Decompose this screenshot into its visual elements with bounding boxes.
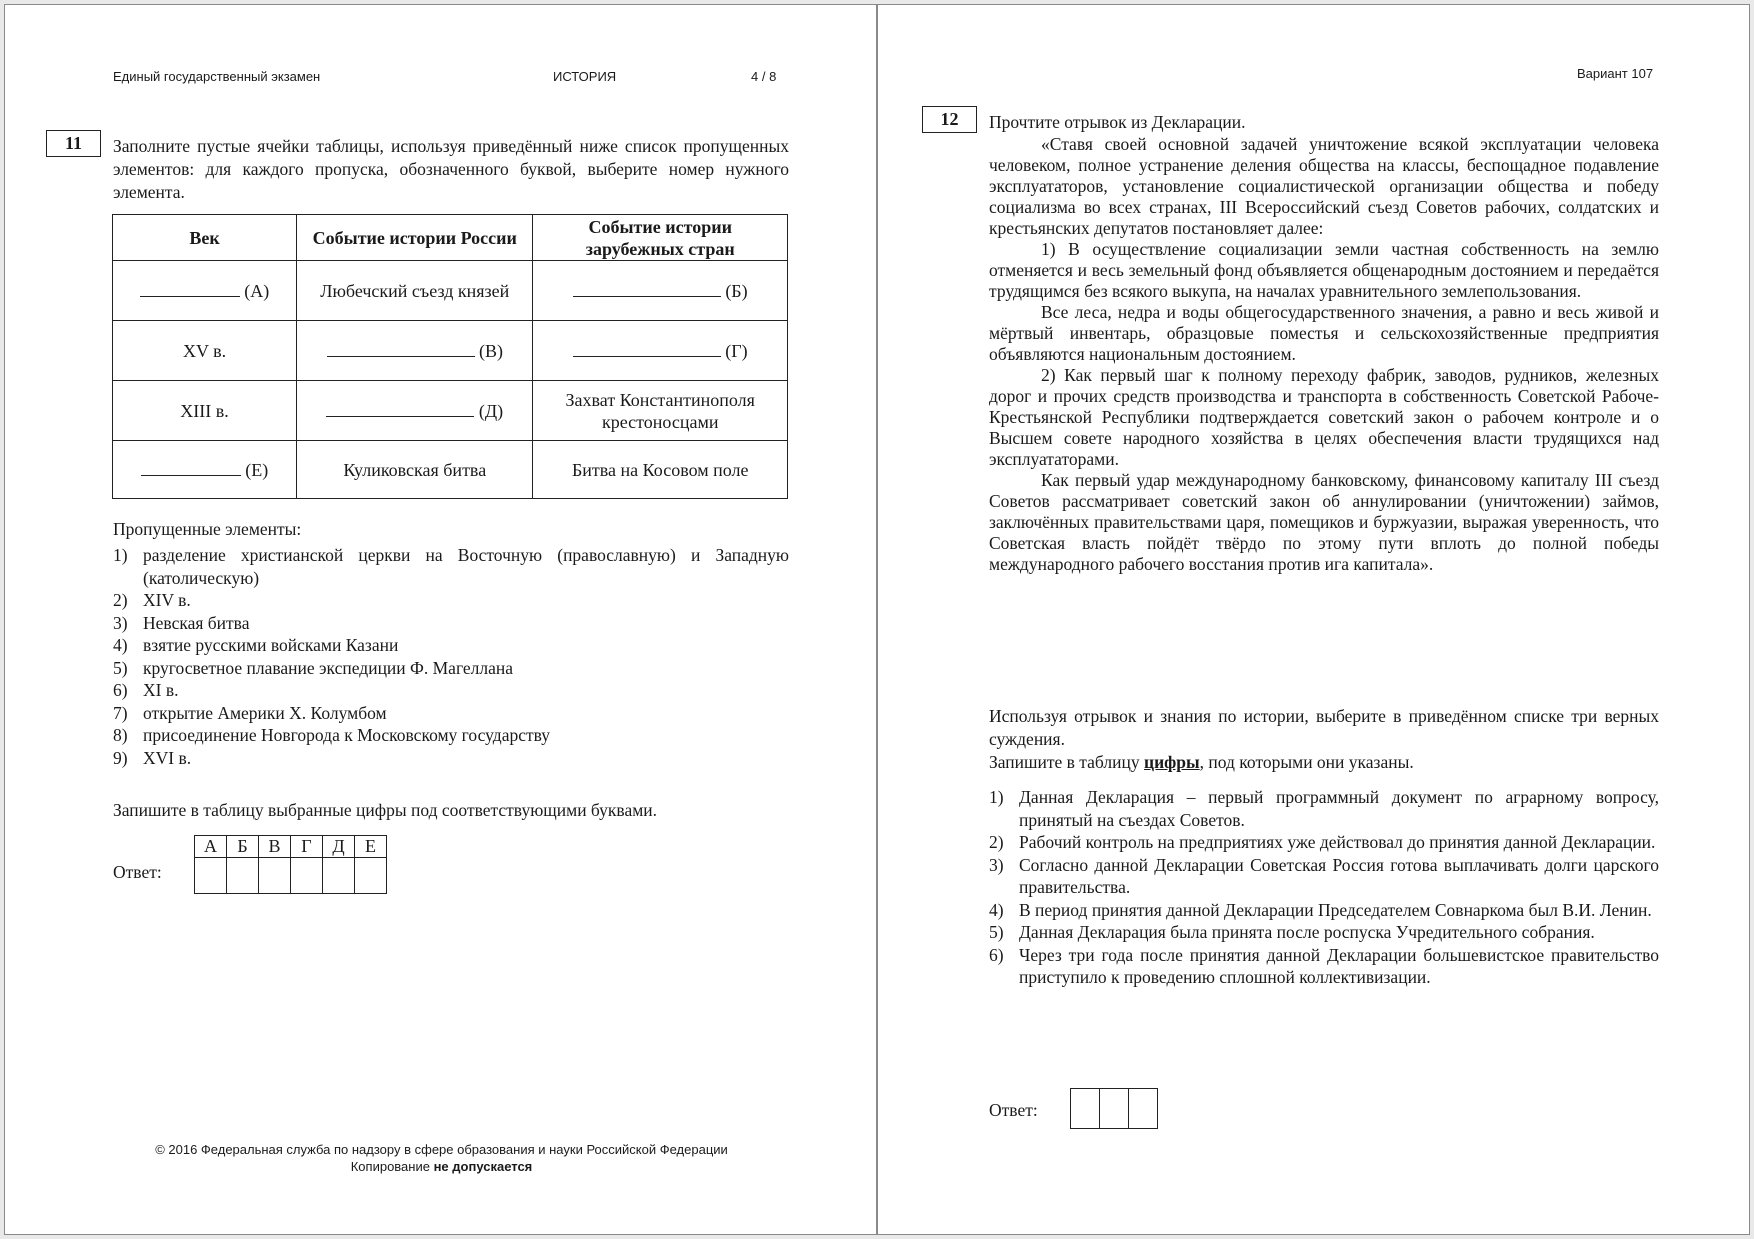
passage-paragraph: Как первый удар международному банковскому, финансовому капиталу III съезд Советов рассматривает советский закон об аннулировании (уничтожении) займов, заключённых правительствами царя, помещиков и буржуазии, выражая уверенность, что Советская власть пойдёт твёрдо по этому пути вплоть до полной победы международного рабочего восстания против ига капитала». xyxy=(989,470,1659,574)
answer-letter: Г xyxy=(291,836,323,858)
passage-paragraph: 2) Как первый шаг к полному переходу фабрик, заводов, рудников, железных дорог и прочих средств производства и транспорта в собственность Советской Рабоче-Крестьянской Республики подтверждается советский закон о рабочем контроле и о Высшем совете народного хозяйства в целях обеспечения власти трудящихся над эксплуататорами. xyxy=(989,365,1659,469)
table-cell: (Д) xyxy=(297,381,533,441)
col-header-russia: Событие истории России xyxy=(297,215,533,261)
q12-write-instruction: Запишите в таблицу цифры, под которыми они указаны. xyxy=(989,752,1414,772)
list-item xyxy=(989,854,1659,899)
item-number: 6) xyxy=(989,944,1004,965)
answer-cell[interactable] xyxy=(1129,1089,1158,1129)
question-number-11: 11 xyxy=(46,130,101,157)
answer-cell[interactable] xyxy=(227,858,259,894)
list-item xyxy=(989,786,1659,831)
table-cell: (Б) xyxy=(533,261,788,321)
item-number: 4) xyxy=(989,899,1004,920)
item-number: 9) xyxy=(113,747,128,768)
missing-elements-list xyxy=(113,544,789,769)
q11-instruction: Заполните пустые ячейки таблицы, используя приведённый ниже список пропущенных элементов: для каждого пропуска, обозначенного буквой, выберите номер нужного элемента. xyxy=(113,136,789,202)
col-header-foreign: Событие истории зарубежных стран xyxy=(533,215,788,261)
table-cell: XV в. xyxy=(113,321,297,381)
item-number: 1) xyxy=(113,545,128,565)
list-item xyxy=(989,899,1659,922)
item-text: XIV в. xyxy=(143,590,191,610)
item-text: открытие Америки Х. Колумбом xyxy=(143,702,387,723)
table-cell: (А) xyxy=(113,261,297,321)
right-page xyxy=(877,4,1750,1235)
item-number: 2) xyxy=(989,832,1004,852)
col-header-century: Век xyxy=(113,215,297,261)
item-text: XVI в. xyxy=(143,747,192,768)
footer-copy-note: Копирование не допускается xyxy=(350,1159,533,1174)
list-item xyxy=(113,747,789,770)
item-text: XI в. xyxy=(143,680,179,700)
answer-letter: Б xyxy=(227,836,259,858)
list-item xyxy=(989,944,1659,989)
list-item xyxy=(989,921,1659,944)
table-cell: (Г) xyxy=(533,321,788,381)
q11-answer-label: Ответ: xyxy=(113,862,162,882)
list-item xyxy=(113,724,789,747)
list-item xyxy=(113,679,789,702)
item-number: 3) xyxy=(989,854,1004,875)
answer-letter: В xyxy=(259,836,291,858)
list-item xyxy=(113,657,789,680)
q11-answer-grid[interactable] xyxy=(194,835,387,894)
item-number: 5) xyxy=(989,922,1004,942)
answer-cell[interactable] xyxy=(1071,1089,1100,1129)
answer-cell[interactable] xyxy=(323,858,355,894)
answer-cell[interactable] xyxy=(259,858,291,894)
table-cell: Куликовская битва xyxy=(297,441,533,499)
answer-letter: Е xyxy=(355,836,387,858)
q12-intro: Прочтите отрывок из Декларации. xyxy=(989,112,1246,132)
item-text: Данная Декларация – первый программный документ по аграрному вопросу, принятый на съездах Советов. xyxy=(1019,787,1659,830)
answer-cell[interactable] xyxy=(291,858,323,894)
table-cell: Захват Константинополя крестоносцами xyxy=(533,381,788,441)
item-text: взятие русскими войсками Казани xyxy=(143,635,399,655)
answer-cell[interactable] xyxy=(195,858,227,894)
answer-letter: Д xyxy=(323,836,355,858)
subject-title: ИСТОРИЯ xyxy=(553,69,617,84)
left-page xyxy=(4,4,877,1235)
table-cell: Битва на Косовом поле xyxy=(533,441,788,499)
item-number: 4) xyxy=(113,635,128,655)
passage-paragraph: 1) В осуществление социализации земли частная собственность на землю отменяется и весь земельный фонд объявляется общенародным достоянием и передаётся трудящимся без всякого выкупа, на началах уравнительного землепользования. xyxy=(989,239,1659,301)
item-number: 2) xyxy=(113,590,128,610)
item-number: 6) xyxy=(113,680,128,700)
table-cell: XIII в. xyxy=(113,381,297,441)
table-cell: Любечский съезд князей xyxy=(297,261,533,321)
answer-letter: А xyxy=(195,836,227,858)
q12-answer-label: Ответ: xyxy=(989,1100,1038,1120)
answer-cell[interactable] xyxy=(355,858,387,894)
footer-copyright: © 2016 Федеральная служба по надзору в сфере образования и науки Российской Федерации xyxy=(155,1142,728,1157)
item-text: Через три года после принятия данной Декларации большевистское правительство приступило к проведению сплошной коллективизации. xyxy=(1019,944,1659,987)
item-text: Согласно данной Декларации Советская Россия готова выплачивать долги царского правительства. xyxy=(1019,854,1659,897)
statements-list xyxy=(989,786,1659,989)
question-number-12: 12 xyxy=(922,106,977,133)
item-text: Рабочий контроль на предприятиях уже действовал до принятия данной Декларации. xyxy=(1019,832,1656,852)
footer xyxy=(5,1141,877,1175)
variant-label: Вариант 107 xyxy=(1577,66,1654,81)
missing-elements-title: Пропущенные элементы: xyxy=(113,519,302,539)
exam-title: Единый государственный экзамен xyxy=(113,69,321,84)
q11-write-instruction: Запишите в таблицу выбранные цифры под соответствующими буквами. xyxy=(113,800,658,820)
list-item xyxy=(113,634,789,657)
item-text: присоединение Новгорода к Московскому государству xyxy=(143,725,551,745)
q11-table xyxy=(112,214,788,499)
table-cell: (В) xyxy=(297,321,533,381)
item-number: 3) xyxy=(113,612,128,633)
passage-paragraph: Все леса, недра и воды общегосударственного значения, а равно и весь живой и мёртвый инвентарь, образцовые поместья и сельскохозяйственные предприятия объявляются национальным достоянием. xyxy=(989,302,1659,364)
item-text: В период принятия данной Декларации Председателем Совнаркома был В.И. Ленин. xyxy=(1019,899,1652,920)
q12-task: Используя отрывок и знания по истории, выберите в приведённом списке три верных суждения. xyxy=(989,706,1659,749)
passage-paragraph: «Ставя своей основной задачей уничтожение всякой эксплуатации человека человеком, полное устранение деления общества на классы, беспощадное подавление эксплуататоров, установление социалистической организации общества и победу социализма во всех странах, III Всероссийский съезд Советов рабочих, солдатских и крестьянских депутатов постановляет далее: xyxy=(989,134,1659,238)
list-item xyxy=(113,544,789,589)
list-item xyxy=(989,831,1659,854)
item-number: 8) xyxy=(113,725,128,745)
item-text: Невская битва xyxy=(143,612,250,633)
item-number: 1) xyxy=(989,787,1004,807)
list-item xyxy=(113,589,789,612)
item-text: разделение христианской церкви на Восточную (православную) и Западную (католическую) xyxy=(143,545,789,588)
item-number: 7) xyxy=(113,702,128,723)
list-item xyxy=(113,612,789,635)
page-number: 4 / 8 xyxy=(751,69,777,84)
item-text: Данная Декларация была принята после роспуска Учредительного собрания. xyxy=(1019,922,1595,942)
answer-cell[interactable] xyxy=(1100,1089,1129,1129)
list-item xyxy=(113,702,789,725)
item-number: 5) xyxy=(113,657,128,678)
table-cell: (Е) xyxy=(113,441,297,499)
declaration-passage xyxy=(989,134,1659,575)
q12-answer-grid[interactable] xyxy=(1070,1088,1158,1129)
item-text: кругосветное плавание экспедиции Ф. Магеллана xyxy=(143,657,514,678)
